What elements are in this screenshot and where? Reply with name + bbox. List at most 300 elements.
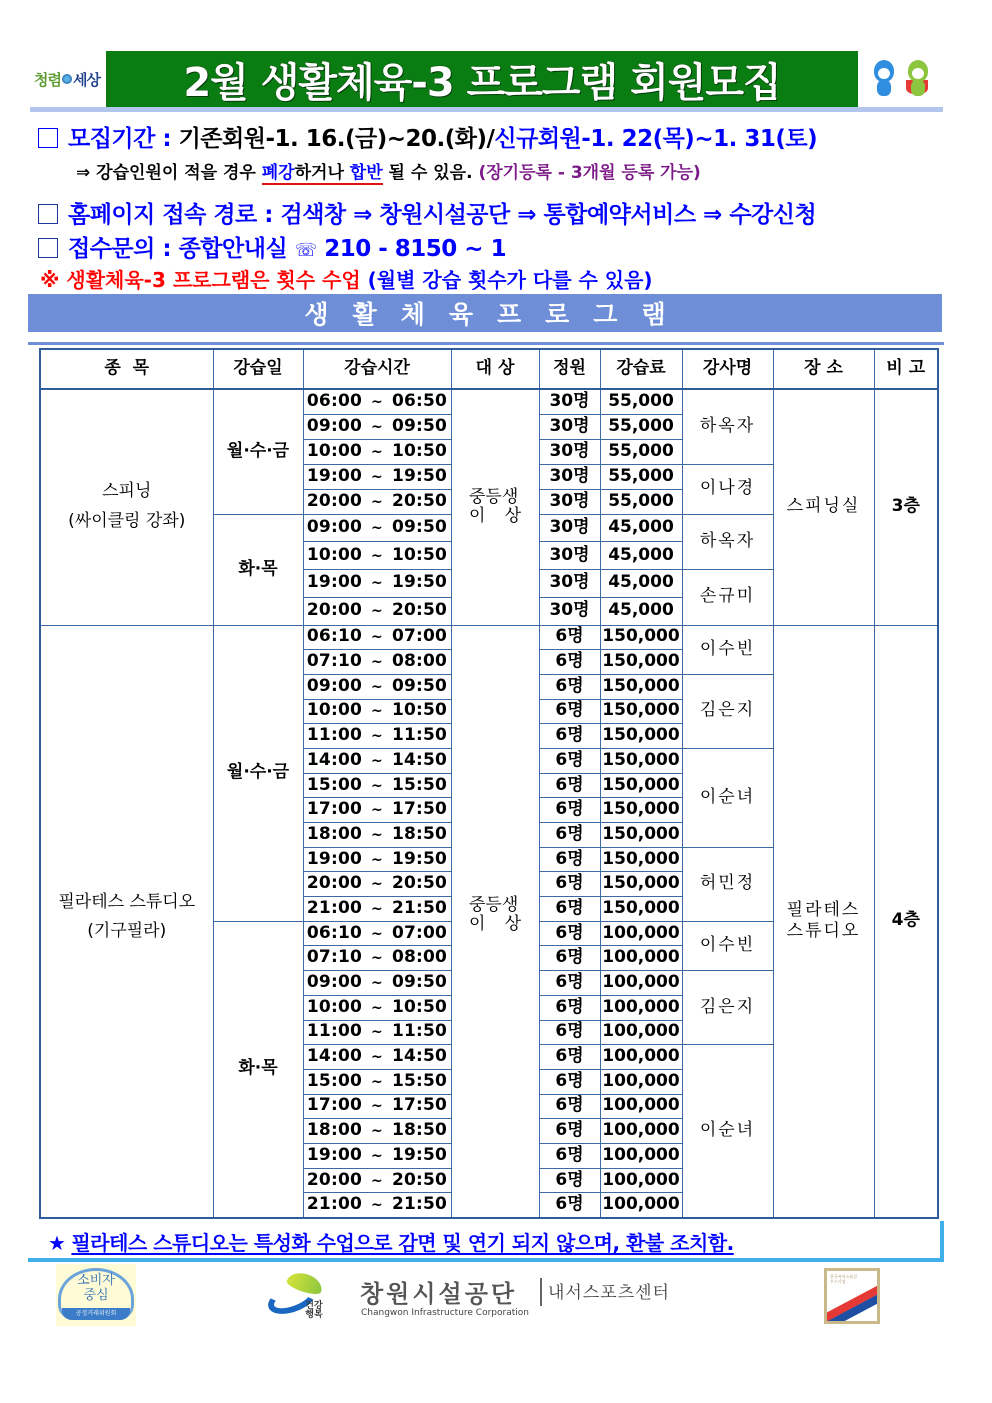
target-line2 bbox=[469, 915, 521, 935]
capacity-cell: 6명 bbox=[539, 1094, 600, 1119]
end-time: 10:50 bbox=[391, 700, 448, 721]
start-time: 06:10 bbox=[306, 626, 363, 647]
time-cell bbox=[303, 724, 451, 749]
target-sang: 상 bbox=[504, 914, 521, 935]
time-cell bbox=[303, 946, 451, 971]
fee-cell: 150,000 bbox=[600, 823, 682, 848]
end-time: 09:50 bbox=[391, 415, 448, 436]
instructor-cell: 김은지 bbox=[682, 971, 773, 1045]
ksqi-text-b: 우수기업 bbox=[830, 1279, 846, 1285]
start-time: 10:00 bbox=[306, 700, 363, 721]
capacity-cell: 6명 bbox=[539, 1069, 600, 1094]
days-cell: 월·수·금 bbox=[213, 389, 303, 514]
tilde: ~ bbox=[371, 851, 383, 868]
service-quality-badge bbox=[824, 1268, 880, 1324]
start-time: 20:00 bbox=[306, 1169, 363, 1190]
tilde: ~ bbox=[371, 876, 383, 893]
capacity-cell: 6명 bbox=[539, 872, 600, 897]
sports-center-name: 내서스포츠센터 bbox=[548, 1283, 670, 1303]
phone-number: 210 - 8150 ~ 1 bbox=[316, 236, 507, 262]
header-capacity: 정원 bbox=[539, 349, 600, 389]
tilde: ~ bbox=[371, 603, 383, 620]
capacity-cell: 30명 bbox=[539, 514, 600, 542]
end-time: 20:50 bbox=[391, 490, 448, 511]
end-time: 11:50 bbox=[391, 1021, 448, 1042]
target-stack bbox=[469, 896, 521, 935]
start-time: 21:00 bbox=[306, 897, 363, 918]
tilde: ~ bbox=[371, 519, 383, 536]
tilde: ~ bbox=[371, 950, 383, 967]
fee-cell: 150,000 bbox=[600, 773, 682, 798]
fee-cell: 100,000 bbox=[600, 946, 682, 971]
start-time: 19:00 bbox=[306, 572, 363, 593]
start-time: 20:00 bbox=[306, 600, 363, 621]
fee-cell: 150,000 bbox=[600, 674, 682, 699]
end-time: 08:00 bbox=[391, 947, 448, 968]
slogan-a: 건강 bbox=[305, 1301, 323, 1311]
program-name-cell bbox=[40, 389, 213, 625]
note-highlight-merge: 합반 bbox=[349, 163, 383, 183]
note-cell: 3층 bbox=[874, 389, 938, 625]
fee-cell: 45,000 bbox=[600, 514, 682, 542]
end-time: 21:50 bbox=[391, 1193, 448, 1214]
days-cell: 화·목 bbox=[213, 514, 303, 625]
capacity-cell: 30명 bbox=[539, 542, 600, 570]
header-divider bbox=[30, 107, 943, 112]
capacity-cell: 6명 bbox=[539, 798, 600, 823]
tilde: ~ bbox=[371, 802, 383, 819]
tilde: ~ bbox=[371, 1147, 383, 1164]
inquiry bbox=[38, 230, 506, 263]
time-cell bbox=[303, 650, 451, 675]
header-program: 종 목 bbox=[40, 349, 213, 389]
time-cell bbox=[303, 971, 451, 996]
end-time: 14:50 bbox=[391, 1046, 448, 1067]
tilde: ~ bbox=[371, 443, 383, 460]
fee-cell: 100,000 bbox=[600, 1045, 682, 1070]
fee-cell: 100,000 bbox=[600, 1119, 682, 1144]
end-time: 10:50 bbox=[391, 996, 448, 1017]
fee-cell: 100,000 bbox=[600, 1069, 682, 1094]
start-time: 07:10 bbox=[306, 651, 363, 672]
capacity-cell: 6명 bbox=[539, 971, 600, 996]
instructor-cell: 이순녀 bbox=[682, 748, 773, 847]
header-instructor: 강사명 bbox=[682, 349, 773, 389]
capacity-cell: 6명 bbox=[539, 748, 600, 773]
fee-cell: 55,000 bbox=[600, 489, 682, 514]
capacity-cell: 6명 bbox=[539, 1168, 600, 1193]
start-time: 17:00 bbox=[306, 799, 363, 820]
end-time: 19:50 bbox=[391, 572, 448, 593]
fee-cell: 100,000 bbox=[600, 1193, 682, 1218]
program-subname: (싸이클링 강좌) bbox=[68, 511, 186, 532]
header-fee: 강습료 bbox=[600, 349, 682, 389]
capacity-cell: 30명 bbox=[539, 570, 600, 598]
end-time: 10:50 bbox=[391, 544, 448, 565]
target-i: 이 bbox=[469, 506, 486, 527]
long-term-note: (장기등록 - 3개월 등록 가능) bbox=[478, 163, 701, 183]
end-time: 19:50 bbox=[391, 848, 448, 869]
end-time: 17:50 bbox=[391, 799, 448, 820]
section-title-bar bbox=[28, 294, 942, 332]
end-time: 17:50 bbox=[391, 1095, 448, 1116]
end-time: 07:00 bbox=[391, 922, 448, 943]
refund-notice-text: 필라테스 스튜디오는 특성화 수업으로 감면 및 연기 되지 않으며, 환불 조치함. bbox=[71, 1231, 734, 1255]
start-time: 06:10 bbox=[306, 922, 363, 943]
time-cell bbox=[303, 1094, 451, 1119]
fee-cell: 100,000 bbox=[600, 995, 682, 1020]
tilde: ~ bbox=[371, 1172, 383, 1189]
time-cell bbox=[303, 748, 451, 773]
homepage-route bbox=[38, 196, 816, 229]
time-cell bbox=[303, 798, 451, 823]
start-time: 17:00 bbox=[306, 1095, 363, 1116]
time-cell bbox=[303, 464, 451, 489]
target-line2 bbox=[469, 507, 521, 527]
page-title: 2월 생활체육-3 프로그램 회원모집 bbox=[183, 59, 781, 106]
refund-notice bbox=[48, 1227, 734, 1256]
end-time: 20:50 bbox=[391, 600, 448, 621]
time-cell bbox=[303, 414, 451, 439]
section-title: 생활체육프로그램 bbox=[304, 300, 690, 329]
end-time: 19:50 bbox=[391, 1144, 448, 1165]
place-cell: 스피닝실 bbox=[773, 389, 874, 625]
capacity-cell: 30명 bbox=[539, 414, 600, 439]
tilde: ~ bbox=[371, 493, 383, 510]
fee-cell: 100,000 bbox=[600, 1094, 682, 1119]
target-i: 이 bbox=[469, 914, 486, 935]
period-new: 신규회원-1. 22(목)~1. 31(토) bbox=[494, 126, 818, 152]
instructor-cell: 이수빈 bbox=[682, 921, 773, 970]
time-cell bbox=[303, 1020, 451, 1045]
time-cell bbox=[303, 542, 451, 570]
fee-cell: 45,000 bbox=[600, 597, 682, 625]
capacity-cell: 6명 bbox=[539, 1143, 600, 1168]
start-time: 21:00 bbox=[306, 1193, 363, 1214]
recruit-period bbox=[38, 120, 817, 153]
fee-cell: 100,000 bbox=[600, 1143, 682, 1168]
header-place: 장 소 bbox=[773, 349, 874, 389]
end-time: 09:50 bbox=[391, 972, 448, 993]
logo-globe-icon bbox=[62, 74, 72, 84]
start-time: 09:00 bbox=[306, 675, 363, 696]
end-time: 09:50 bbox=[391, 675, 448, 696]
tilde: ~ bbox=[371, 418, 383, 435]
tilde: ~ bbox=[371, 1024, 383, 1041]
end-time: 08:00 bbox=[391, 651, 448, 672]
period-existing: 기존회원-1. 16.(금)~20.(화)/ bbox=[178, 126, 495, 152]
fee-cell: 55,000 bbox=[600, 439, 682, 464]
end-time: 09:50 bbox=[391, 516, 448, 537]
instructor-cell: 하옥자 bbox=[682, 514, 773, 570]
section-divider bbox=[28, 342, 944, 345]
program-name: 스피닝 bbox=[102, 481, 152, 502]
reference-mark-icon: ※ bbox=[40, 268, 67, 292]
note-cell: 4층 bbox=[874, 625, 938, 1218]
checkbox-square-icon bbox=[38, 204, 58, 224]
target-sang: 상 bbox=[504, 506, 521, 527]
start-time: 19:00 bbox=[306, 465, 363, 486]
star-icon: ★ bbox=[48, 1231, 66, 1255]
tilde: ~ bbox=[371, 728, 383, 745]
time-cell bbox=[303, 995, 451, 1020]
days-cell: 화·목 bbox=[213, 921, 303, 1217]
badge-band: 공정거래위원회 bbox=[62, 1308, 130, 1320]
checkbox-square-icon bbox=[38, 128, 58, 148]
program-table bbox=[39, 348, 939, 1219]
instructor-cell: 이수빈 bbox=[682, 625, 773, 674]
tilde: ~ bbox=[371, 1049, 383, 1066]
fee-cell: 45,000 bbox=[600, 542, 682, 570]
capacity-cell: 6명 bbox=[539, 699, 600, 724]
time-cell bbox=[303, 847, 451, 872]
corp-name: 창원시설공단 bbox=[360, 1280, 518, 1308]
capacity-cell: 30명 bbox=[539, 489, 600, 514]
logo-divider bbox=[540, 1278, 542, 1306]
capacity-cell: 30명 bbox=[539, 389, 600, 414]
tilde: ~ bbox=[371, 703, 383, 720]
fee-cell: 150,000 bbox=[600, 699, 682, 724]
fee-cell: 150,000 bbox=[600, 847, 682, 872]
start-time: 20:00 bbox=[306, 873, 363, 894]
start-time: 09:00 bbox=[306, 972, 363, 993]
capacity-cell: 30명 bbox=[539, 439, 600, 464]
note-text-c: 될 수 있음. bbox=[382, 163, 479, 183]
tilde: ~ bbox=[371, 654, 383, 671]
end-time: 11:50 bbox=[391, 725, 448, 746]
time-cell bbox=[303, 514, 451, 542]
capacity-cell: 6명 bbox=[539, 1193, 600, 1218]
fee-cell: 55,000 bbox=[600, 414, 682, 439]
instructor-cell: 손규미 bbox=[682, 570, 773, 626]
table-header-row bbox=[40, 349, 938, 389]
time-cell bbox=[303, 674, 451, 699]
time-cell bbox=[303, 389, 451, 414]
fee-cell: 45,000 bbox=[600, 570, 682, 598]
header-days: 강습일 bbox=[213, 349, 303, 389]
fee-cell: 150,000 bbox=[600, 724, 682, 749]
blue-mascot-icon bbox=[868, 58, 898, 98]
corp-english-name: Changwon Infrastructure Corporation bbox=[361, 1308, 529, 1318]
table-row bbox=[40, 389, 938, 414]
fee-cell: 150,000 bbox=[600, 897, 682, 922]
program-name-cell bbox=[40, 625, 213, 1218]
days-cell: 월·수·금 bbox=[213, 625, 303, 921]
start-time: 15:00 bbox=[306, 774, 363, 795]
tilde: ~ bbox=[371, 925, 383, 942]
notice-divider bbox=[28, 1258, 944, 1262]
capacity-cell: 6명 bbox=[539, 946, 600, 971]
start-time: 14:00 bbox=[306, 749, 363, 770]
tilde: ~ bbox=[371, 900, 383, 917]
fee-cell: 150,000 bbox=[600, 872, 682, 897]
time-cell bbox=[303, 699, 451, 724]
end-time: 06:50 bbox=[391, 390, 448, 411]
header-time: 강습시간 bbox=[303, 349, 451, 389]
start-time: 11:00 bbox=[306, 725, 363, 746]
start-time: 10:00 bbox=[306, 440, 363, 461]
fee-cell: 100,000 bbox=[600, 971, 682, 996]
end-time: 15:50 bbox=[391, 774, 448, 795]
start-time: 11:00 bbox=[306, 1021, 363, 1042]
capacity-cell: 6명 bbox=[539, 674, 600, 699]
target-line1: 중등생 bbox=[469, 486, 519, 507]
time-cell bbox=[303, 1193, 451, 1218]
time-cell bbox=[303, 489, 451, 514]
time-cell bbox=[303, 1045, 451, 1070]
tilde: ~ bbox=[371, 999, 383, 1016]
capacity-cell: 30명 bbox=[539, 597, 600, 625]
capacity-cell: 6명 bbox=[539, 823, 600, 848]
tilde: ~ bbox=[371, 575, 383, 592]
start-time: 14:00 bbox=[306, 1046, 363, 1067]
capacity-cell: 30명 bbox=[539, 464, 600, 489]
place-cell bbox=[773, 625, 874, 1218]
end-time: 20:50 bbox=[391, 873, 448, 894]
instructor-cell: 김은지 bbox=[682, 674, 773, 748]
program-subname: (기구필라) bbox=[87, 921, 167, 942]
end-time: 14:50 bbox=[391, 749, 448, 770]
mascots-image bbox=[868, 56, 938, 100]
end-time: 18:50 bbox=[391, 823, 448, 844]
target-cell bbox=[451, 389, 539, 625]
start-time: 10:00 bbox=[306, 544, 363, 565]
tilde: ~ bbox=[371, 393, 383, 410]
target-line1: 중등생 bbox=[469, 894, 519, 915]
ksqi-text-a: 한국서비스품질 bbox=[830, 1274, 858, 1279]
fee-cell: 150,000 bbox=[600, 798, 682, 823]
phone-icon: ☏ bbox=[294, 240, 317, 261]
place-line1: 필라테스 bbox=[786, 899, 861, 920]
time-cell bbox=[303, 597, 451, 625]
corporation-logo bbox=[265, 1268, 715, 1328]
instructor-cell: 하옥자 bbox=[682, 389, 773, 464]
capacity-cell: 6명 bbox=[539, 1119, 600, 1144]
table-row bbox=[40, 625, 938, 650]
capacity-cell: 6명 bbox=[539, 650, 600, 675]
time-cell bbox=[303, 625, 451, 650]
start-time: 18:00 bbox=[306, 823, 363, 844]
start-time: 15:00 bbox=[306, 1070, 363, 1091]
time-cell bbox=[303, 439, 451, 464]
capacity-cell: 6명 bbox=[539, 897, 600, 922]
table-body bbox=[40, 389, 938, 1218]
target-stack bbox=[469, 488, 521, 527]
fee-cell: 150,000 bbox=[600, 650, 682, 675]
start-time: 18:00 bbox=[306, 1120, 363, 1141]
capacity-cell: 6명 bbox=[539, 625, 600, 650]
time-cell bbox=[303, 1069, 451, 1094]
count-note-red: 생활체육-3 프로그램은 횟수 수업 bbox=[66, 268, 368, 292]
start-time: 09:00 bbox=[306, 415, 363, 436]
tilde: ~ bbox=[371, 975, 383, 992]
capacity-cell: 6명 bbox=[539, 995, 600, 1020]
header-note: 비 고 bbox=[874, 349, 938, 389]
start-time: 10:00 bbox=[306, 996, 363, 1017]
capacity-cell: 6명 bbox=[539, 921, 600, 946]
inquiry-label: 접수문의 : 종합안내실 bbox=[68, 236, 295, 262]
homepage-route-text: 홈페이지 접속 경로 : 검색창 ⇒ 창원시설공단 ⇒ 통합예약서비스 ⇒ 수강신청 bbox=[68, 202, 817, 228]
time-cell bbox=[303, 823, 451, 848]
fee-cell: 150,000 bbox=[600, 625, 682, 650]
period-label: 모집기간 : bbox=[68, 126, 179, 152]
note-highlight-cancel: 폐강 bbox=[261, 163, 295, 183]
time-cell bbox=[303, 1168, 451, 1193]
capacity-cell: 6명 bbox=[539, 724, 600, 749]
note-text-b: 하거나 bbox=[294, 163, 350, 183]
time-cell bbox=[303, 773, 451, 798]
end-time: 21:50 bbox=[391, 897, 448, 918]
title-banner bbox=[106, 51, 858, 107]
consumer-centered-badge bbox=[56, 1264, 136, 1326]
notice-box bbox=[28, 1221, 944, 1261]
fee-cell: 100,000 bbox=[600, 1168, 682, 1193]
fee-cell: 150,000 bbox=[600, 748, 682, 773]
end-time: 19:50 bbox=[391, 465, 448, 486]
fee-cell: 55,000 bbox=[600, 389, 682, 414]
tilde: ~ bbox=[371, 1196, 383, 1213]
tilde: ~ bbox=[371, 629, 383, 646]
instructor-cell: 이순녀 bbox=[682, 1045, 773, 1218]
target-cell bbox=[451, 625, 539, 1218]
arrow-icon: ⇒ bbox=[76, 163, 91, 183]
start-time: 09:00 bbox=[306, 516, 363, 537]
time-cell bbox=[303, 897, 451, 922]
program-name: 필라테스 스튜디오 bbox=[58, 891, 196, 912]
instructor-cell: 이나경 bbox=[682, 464, 773, 514]
capacity-cell: 6명 bbox=[539, 1020, 600, 1045]
tilde: ~ bbox=[371, 468, 383, 485]
logo-text-a: 청렴 bbox=[34, 70, 61, 89]
tilde: ~ bbox=[371, 678, 383, 695]
instructor-cell: 허민정 bbox=[682, 847, 773, 921]
tilde: ~ bbox=[371, 777, 383, 794]
count-note-blue: (월별 강습 횟수가 다를 수 있음) bbox=[367, 268, 653, 292]
slogan-b: 행복 bbox=[305, 1310, 323, 1320]
time-cell bbox=[303, 1143, 451, 1168]
fee-cell: 100,000 bbox=[600, 1020, 682, 1045]
end-time: 18:50 bbox=[391, 1120, 448, 1141]
time-cell bbox=[303, 1119, 451, 1144]
end-time: 10:50 bbox=[391, 440, 448, 461]
checkbox-square-icon bbox=[38, 238, 58, 258]
capacity-cell: 6명 bbox=[539, 847, 600, 872]
capacity-cell: 6명 bbox=[539, 1045, 600, 1070]
tilde: ~ bbox=[371, 547, 383, 564]
start-time: 19:00 bbox=[306, 848, 363, 869]
start-time: 20:00 bbox=[306, 490, 363, 511]
badge-line2: 중심 bbox=[83, 1287, 109, 1303]
green-mascot-icon bbox=[902, 58, 932, 98]
badge-line1: 소비자 bbox=[77, 1273, 115, 1288]
capacity-cell: 6명 bbox=[539, 773, 600, 798]
start-time: 06:00 bbox=[306, 390, 363, 411]
time-cell bbox=[303, 872, 451, 897]
place-line2: 스튜디오 bbox=[786, 921, 861, 941]
tilde: ~ bbox=[371, 1073, 383, 1090]
start-time: 07:10 bbox=[306, 947, 363, 968]
cancel-note bbox=[76, 158, 701, 183]
start-time: 19:00 bbox=[306, 1144, 363, 1165]
fee-cell: 55,000 bbox=[600, 464, 682, 489]
tilde: ~ bbox=[371, 1098, 383, 1115]
tilde: ~ bbox=[371, 1123, 383, 1140]
time-cell bbox=[303, 570, 451, 598]
logo-text-b: 세상 bbox=[73, 70, 100, 89]
clean-world-logo bbox=[34, 58, 100, 100]
tilde: ~ bbox=[371, 826, 383, 843]
note-text-a: 강습인원이 적을 경우 bbox=[96, 163, 262, 183]
